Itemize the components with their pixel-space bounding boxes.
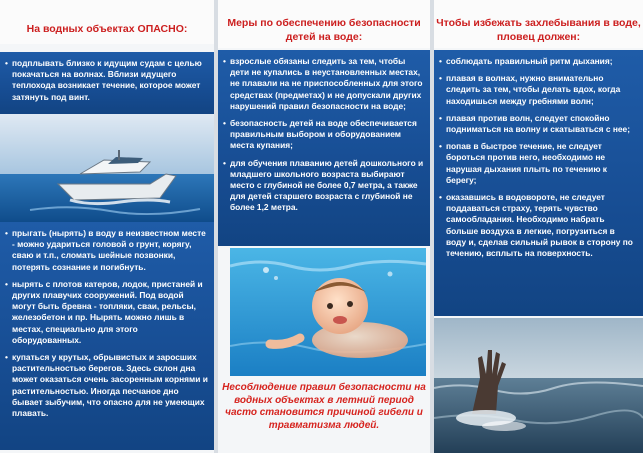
list-item: • для обучения плаванию детей дошкольного и младшего школьного возраста выбирают место с глубиной не более 0,7 метра, а также для детей старшего возраста с глубиной не более 1,2 метра. <box>223 157 424 213</box>
list-item: • плавая против волн, следует спокойно подниматься на волну и скатываться с нее; <box>439 112 631 135</box>
bullet-icon: • <box>439 73 442 84</box>
panel-safety-measures <box>218 0 430 453</box>
bullet-icon: • <box>5 228 8 238</box>
child-swimming-photo <box>230 248 426 376</box>
bullet-icon: • <box>223 157 226 168</box>
bullet-icon: • <box>5 278 8 289</box>
list-item: • подплывать близко к идущим судам с целью покачаться на волнах. Вблизи идущего теплохода возникает течение, которое может затянуть под винт. <box>5 58 202 102</box>
list-item: • попав в быстрое течение, не следует бороться против него, необходимо не нарушая дыхания плыть по течению к берегу; <box>439 141 607 185</box>
warning-text: Несоблюдение правил безопасности на водных объектах в летний период часто становится причиной гибели и травматизма людей. <box>222 382 426 431</box>
dangers-top-block <box>0 52 214 114</box>
drowning-hand-illustration <box>434 318 643 453</box>
panel-dangers-title: На водных объектах ОПАСНО: <box>0 0 214 44</box>
bullet-icon: • <box>223 118 226 129</box>
bullet-icon: • <box>439 141 442 152</box>
boat-photo <box>0 114 214 222</box>
bullet-icon: • <box>5 352 8 363</box>
child-underwater-illustration <box>230 248 426 376</box>
list-item: • плавая в волнах, нужно внимательно следить за тем, чтобы делать вдох, когда находишься между гребнями волн; <box>439 73 621 106</box>
list-item: • купаться у крутых, обрывистых и заросших растительностью берегов. Здесь склон дна может оказаться очень засоренным корнями и растительностью. Иногда песчаное дно бывает зыбучим, что опасно для не умеющих плавать. <box>5 352 208 419</box>
drowning-hand-photo <box>434 318 643 453</box>
panel-safety-title: Меры по обеспечению безопасности детей на воде: <box>218 0 430 48</box>
bullet-icon: • <box>439 56 442 66</box>
list-item: • соблюдать правильный ритм дыхания; <box>439 56 613 66</box>
boat-illustration <box>0 114 214 222</box>
list-item: • взрослые обязаны следить за тем, чтобы дети не купались в неустановленных местах, не плавали на не приспособленных для этого средствах (предметах) и не допускали других нарушений правил безопасности на воде; <box>223 56 423 111</box>
dangers-bottom-block <box>0 222 214 450</box>
panel-avoid-choking <box>434 0 643 453</box>
panel-choking-title: Чтобы избежать захлебывания в воде, пловец должен: <box>434 0 643 48</box>
list-item: • прыгать (нырять) в воду в неизвестном месте - можно удариться головой о грунт, корягу, сваю и т.п., сломать шейные позвонки, потерять сознание и погибнуть. <box>5 228 206 272</box>
safety-block <box>218 50 430 246</box>
list-item: • оказавшись в водовороте, не следует поддаваться страху, терять чувство самообладания. Необходимо набрать больше воздуха в легкие, погрузиться в воду и, сделав сильный рывок в сторону по течению, всплыть на поверхность. <box>439 192 633 259</box>
bullet-icon: • <box>439 192 442 203</box>
panel-dangers <box>0 0 214 453</box>
bullet-icon: • <box>5 58 8 68</box>
bullet-icon: • <box>439 112 442 123</box>
list-item: • нырять с плотов катеров, лодок, пристаней и других плавучих сооружений. Под водой могут быть бревна - топляки, сваи, рельсы, железобетон и пр. Нырять можно лишь в местах, специально для этого оборудованных. <box>5 278 203 345</box>
choking-block <box>434 50 643 316</box>
list-item: • безопасность детей на воде обеспечивается правильным выбором и оборудованием места купания; <box>223 118 417 151</box>
bullet-icon: • <box>223 56 226 66</box>
